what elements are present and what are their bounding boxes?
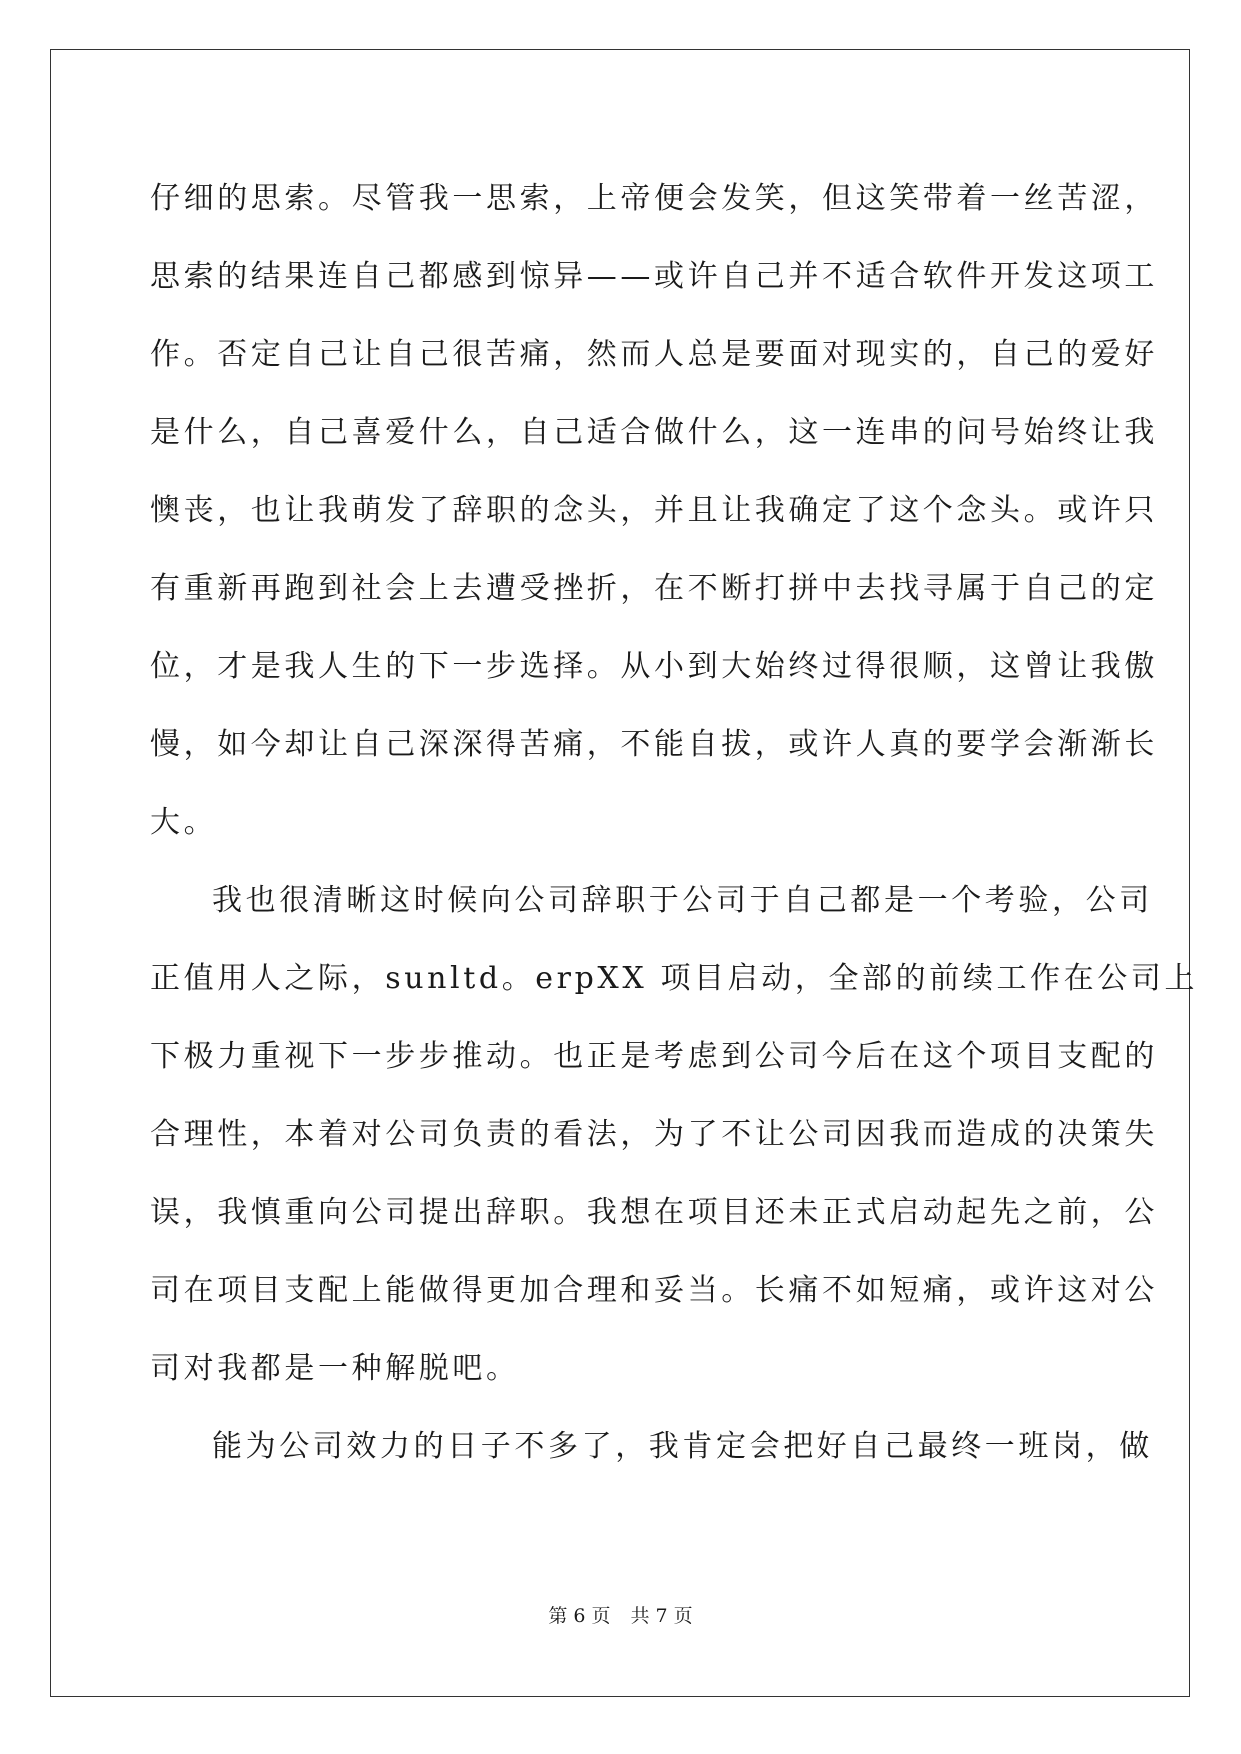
paragraph-start-line: 我也很清晰这时候向公司辞职于公司于自己都是一个考验，公司 [212,883,1153,918]
text-line: 思索的结果连自己都感到惊异——或许自己并不适合软件开发这项工 [150,259,1158,294]
page-total: 共 7 页 [630,1605,693,1627]
text-line: 是什么，自己喜爱什么，自己适合做什么，这一连串的问号始终让我 [150,415,1158,450]
text-line: 懊丧，也让我萌发了辞职的念头，并且让我确定了这个念头。或许只 [150,493,1158,528]
text-line: 有重新再跑到社会上去遭受挫折，在不断打拼中去找寻属于自己的定 [150,571,1158,606]
text-line: 下极力重视下一步步推动。也正是考虑到公司今后在这个项目支配的 [150,1039,1158,1074]
text-line: 正值用人之际，sunltd。erpXX 项目启动，全部的前续工作在公司上 [150,961,1199,996]
text-line: 作。否定自己让自己很苦痛，然而人总是要面对现实的，自己的爱好 [150,337,1158,372]
text-line: 司对我都是一种解脱吧。 [150,1351,520,1386]
page-number: 第 6 页 [548,1605,611,1627]
document-body [150,160,1199,1486]
text-line: 司在项目支配上能做得更加合理和妥当。长痛不如短痛，或许这对公 [150,1273,1158,1308]
text-line: 慢，如今却让自己深深得苦痛，不能自拔，或许人真的要学会渐渐长 [150,727,1158,762]
page-footer [0,1601,1241,1628]
text-line: 合理性，本着对公司负责的看法，为了不让公司因我而造成的决策失 [150,1117,1158,1152]
text-line: 误，我慎重向公司提出辞职。我想在项目还未正式启动起先之前，公 [150,1195,1158,1230]
paragraph-start-line: 能为公司效力的日子不多了，我肯定会把好自己最终一班岗，做 [212,1429,1153,1464]
text-line: 大。 [150,805,218,840]
text-line: 位，才是我人生的下一步选择。从小到大始终过得很顺，这曾让我傲 [150,649,1158,684]
text-line: 仔细的思索。尽管我一思索，上帝便会发笑，但这笑带着一丝苦涩， [150,181,1158,216]
